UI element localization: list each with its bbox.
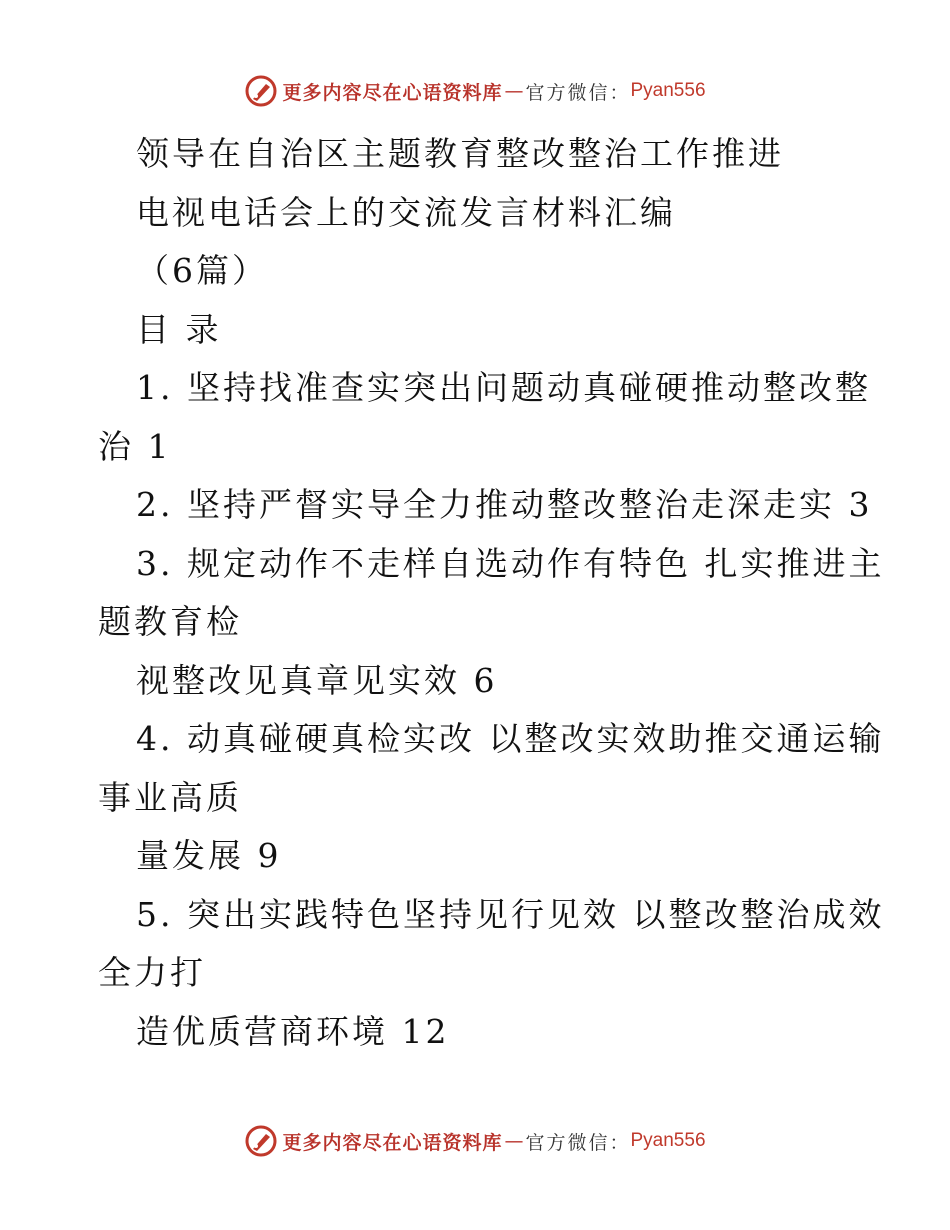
document-body xyxy=(98,125,885,1061)
toc-line: 造优质营商环境 12 xyxy=(136,1011,450,1051)
doc-count: （6篇） xyxy=(136,251,268,290)
pen-logo-icon xyxy=(244,1124,278,1158)
header-watermark xyxy=(0,74,950,108)
toc-line: 视整改见真章见实效 6 xyxy=(136,660,498,700)
toc-line: 量发展 9 xyxy=(136,836,282,875)
watermark-id: Pyan556 xyxy=(630,1130,706,1151)
doc-title-line-1: 领导在自治区主题教育整改整治工作推进 xyxy=(136,134,784,173)
toc-line: 2. 坚持严督实导全力推动整改整治走深走实 3 xyxy=(136,485,873,524)
toc-heading: 目 录 xyxy=(136,309,222,349)
watermark-main-text: 更多内容尽在心语资料库 xyxy=(282,1131,503,1154)
toc-line: 题教育检 xyxy=(98,602,242,641)
toc-line: 1. 坚持找准查实突出问题动真碰硬推动整改整 xyxy=(136,368,871,407)
toc-line: 事业高质 xyxy=(98,777,242,817)
watermark-dash: — xyxy=(504,80,524,102)
watermark-main-text: 更多内容尽在心语资料库 xyxy=(282,81,503,104)
footer-watermark xyxy=(0,1124,950,1158)
toc-line: 治 1 xyxy=(98,426,172,466)
watermark-side-text: 官方微信： xyxy=(525,1131,631,1154)
toc-line: 4. 动真碰硬真检实改 以整改实效助推交通运输 xyxy=(136,719,885,758)
watermark-dash: — xyxy=(504,1130,524,1152)
toc-line: 5. 突出实践特色坚持见行见效 以整改整治成效 xyxy=(136,894,885,934)
doc-title-line-2: 电视电话会上的交流发言材料汇编 xyxy=(136,192,676,232)
toc-line: 全力打 xyxy=(98,953,206,992)
watermark-id: Pyan556 xyxy=(630,80,706,101)
toc-line: 3. 规定动作不走样自选动作有特色 扎实推进主 xyxy=(136,543,885,583)
pen-logo-icon xyxy=(244,74,278,108)
watermark-side-text: 官方微信： xyxy=(525,81,631,104)
